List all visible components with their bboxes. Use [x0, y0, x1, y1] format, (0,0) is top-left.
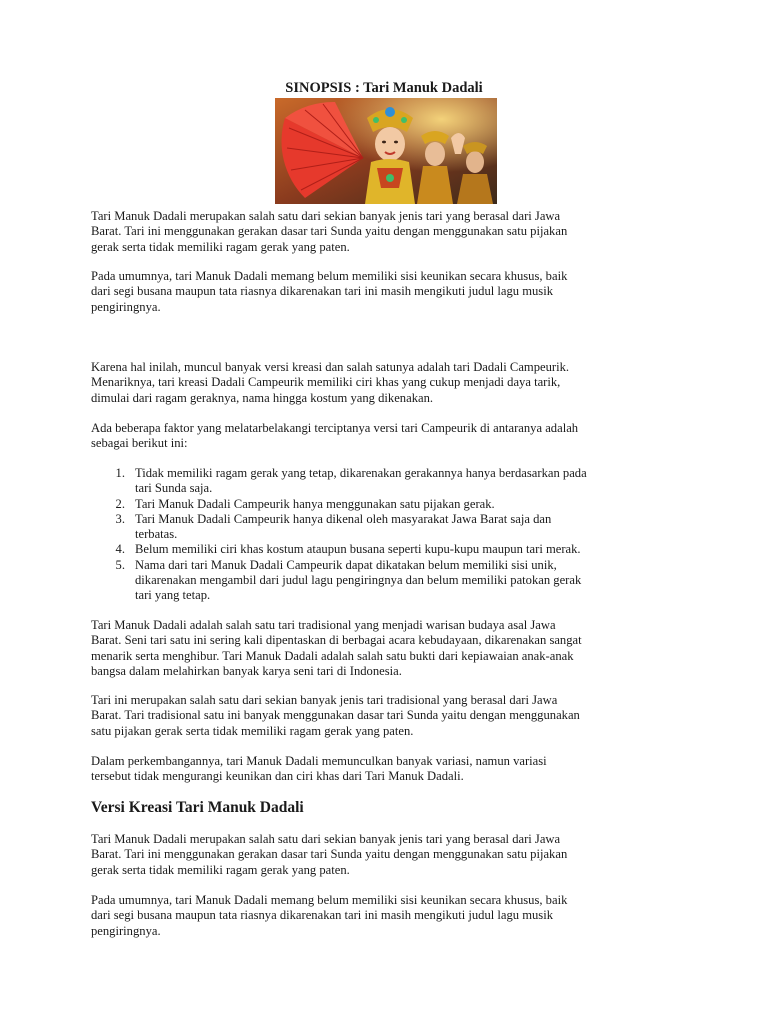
list-item: [91, 542, 681, 557]
paragraph-1: [91, 209, 681, 255]
list-line: Belum memiliki ciri khas kostum ataupun busana seperti kupu-kupu maupun tari merak.: [135, 542, 581, 557]
paragraph-line: Tari ini merupakan salah satu dari sekian banyak jenis tari tradisional yang berasal dari Jawa: [91, 693, 558, 707]
list-number: 2.: [115, 496, 125, 511]
section-heading: Versi Kreasi Tari Manuk Dadali: [91, 799, 304, 816]
factor-list: [91, 466, 681, 604]
paragraph-line: bangsa dalam melahirkan banyak karya seni tari di Indonesia.: [91, 663, 402, 678]
list-number: 1.: [115, 466, 125, 480]
dancer-photo: [275, 98, 497, 204]
paragraph-line: gerak serta tidak memiliki ragam gerak yang paten.: [91, 862, 350, 877]
list-item: [91, 512, 681, 543]
paragraph-line: Barat. Tari ini menggunakan gerakan dasar tari Sunda yaitu dengan menggunakan satu pijakan: [91, 224, 568, 239]
list-line: dikarenakan mengambil dari judul lagu pengiringnya dan belum memiliki patokan gerak: [135, 573, 582, 588]
paragraph-line: dimulai dari ragam geraknya, nama hingga kostum yang dikenakan.: [91, 390, 434, 405]
list-number: 3.: [115, 511, 125, 526]
paragraph-3: [91, 360, 681, 406]
paragraph-6: [91, 693, 681, 739]
list-line: tari Sunda saja.: [135, 481, 213, 496]
paragraph-line: sebagai berikut ini:: [91, 436, 188, 451]
paragraph-line: menarik serta menghibur. Tari Manuk Dadali adalah salah satu bukti dari kepiawaian anak-anak: [91, 648, 574, 663]
paragraph-line: dari segi busana maupun tata riasnya dikarenakan tari ini masih mengikuti judul lagu musik: [91, 284, 554, 299]
paragraph-line: Ada beberapa faktor yang melatarbelakangi terciptanya versi tari Campeurik di antaranya adalah: [91, 421, 579, 435]
list-number: 4.: [115, 542, 125, 557]
paragraph-line: tersebut tidak mengurangi keunikan dan ciri khas dari Tari Manuk Dadali.: [91, 769, 464, 784]
list-line: terbatas.: [135, 527, 178, 542]
paragraph-line: Pada umumnya, tari Manuk Dadali memang belum memiliki sisi keunikan secara khusus, baik: [91, 893, 568, 907]
paragraph-line: Barat. Tari tradisional satu ini banyak menggunakan dasar tari Sunda yaitu dengan menggunakan: [91, 708, 580, 723]
list-number: 5.: [115, 557, 125, 572]
paragraph-4: [91, 421, 681, 452]
list-item: [91, 466, 681, 497]
list-line: Nama dari tari Manuk Dadali Campeurik dapat dikatakan belum memiliki sisi unik,: [135, 557, 557, 572]
list-line: Tidak memiliki ragam gerak yang tetap, dikarenakan gerakannya hanya berdasarkan pada: [135, 466, 587, 480]
paragraph-8: [91, 832, 681, 878]
paragraph-line: Barat. Tari ini menggunakan gerakan dasar tari Sunda yaitu dengan menggunakan satu pijakan: [91, 847, 568, 862]
list-line: tari yang tetap.: [135, 588, 211, 603]
paragraph-line: dari segi busana maupun tata riasnya dikarenakan tari ini masih mengikuti judul lagu musik: [91, 908, 554, 923]
paragraph-line: Menariknya, tari kreasi Dadali Campeurik memiliki ciri khas yang cukup menjadi daya tarik,: [91, 375, 561, 390]
paragraph-line: gerak serta tidak memiliki ragam gerak yang paten.: [91, 239, 350, 254]
paragraph-line: pengiringnya.: [91, 923, 161, 938]
paragraph-5: [91, 618, 681, 679]
paragraph-line: satu pijakan gerak serta tidak memiliki ragam gerak yang paten.: [91, 723, 414, 738]
paragraph-line: Barat. Seni tari satu ini sering kali dipentaskan di berbagai acara kebudayaan, dikarenakan sangat: [91, 633, 582, 648]
list-line: Tari Manuk Dadali Campeurik hanya menggunakan satu pijakan gerak.: [135, 496, 495, 511]
paragraph-line: Tari Manuk Dadali merupakan salah satu dari sekian banyak jenis tari yang berasal dari Jawa: [91, 209, 561, 223]
paragraph-line: Karena hal inilah, muncul banyak versi kreasi dan salah satunya adalah tari Dadali Campeurik.: [91, 360, 570, 374]
list-item: [91, 497, 681, 512]
paragraph-line: Pada umumnya, tari Manuk Dadali memang belum memiliki sisi keunikan secara khusus, baik: [91, 269, 568, 283]
document-title: SINOPSIS : Tari Manuk Dadali: [285, 80, 483, 96]
paragraph-7: [91, 754, 681, 785]
paragraph-line: Tari Manuk Dadali adalah salah satu tari tradisional yang menjadi warisan budaya asal Jawa: [91, 618, 556, 632]
paragraph-line: pengiringnya.: [91, 299, 161, 314]
paragraph-9: [91, 893, 681, 939]
paragraph-line: Tari Manuk Dadali merupakan salah satu dari sekian banyak jenis tari yang berasal dari Jawa: [91, 832, 561, 846]
list-line: Tari Manuk Dadali Campeurik hanya dikenal oleh masyarakat Jawa Barat saja dan: [135, 511, 552, 526]
paragraph-2: [91, 269, 681, 315]
paragraph-line: Dalam perkembangannya, tari Manuk Dadali memunculkan banyak variasi, namun variasi: [91, 754, 547, 768]
list-item: [91, 558, 681, 604]
